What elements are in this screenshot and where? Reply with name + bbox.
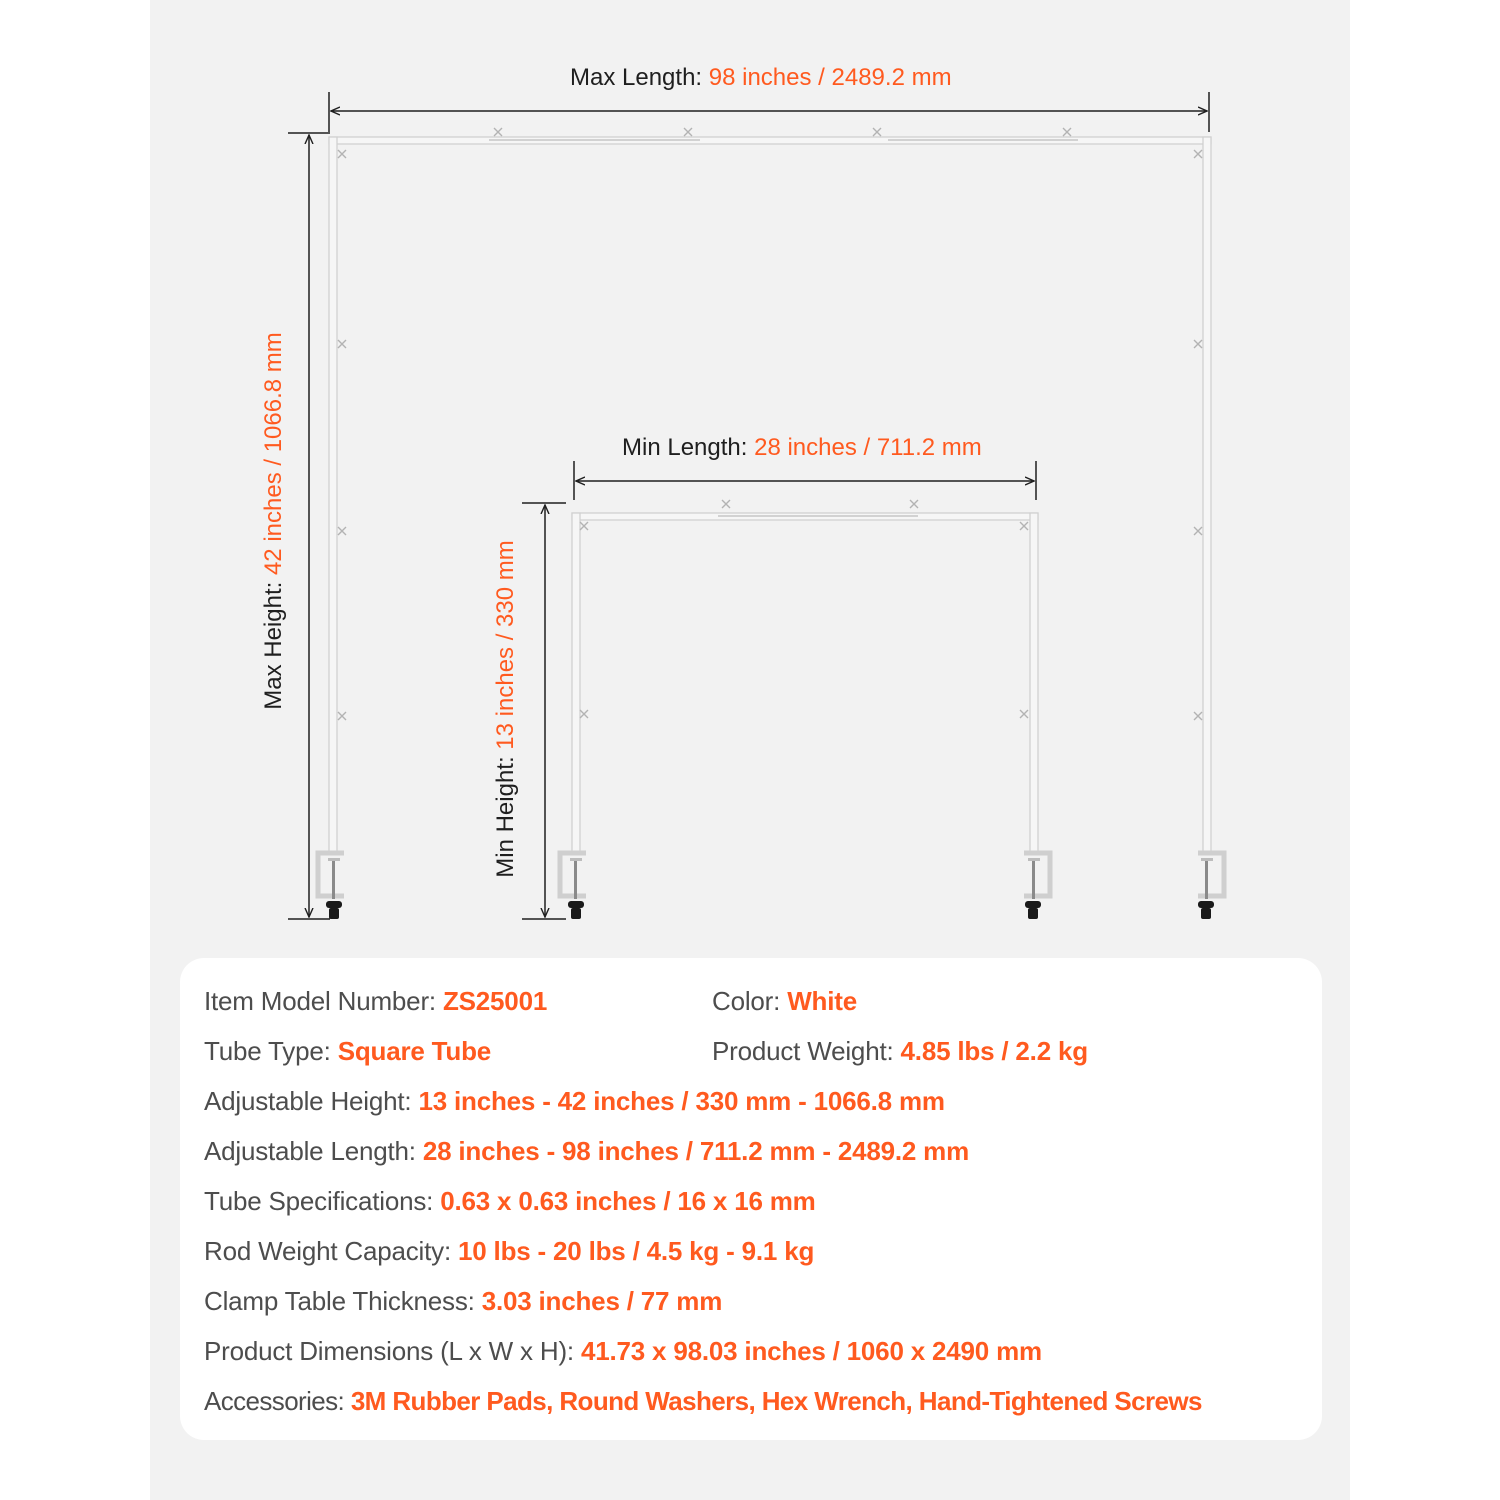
min-length-caption: Min Length: [622, 434, 748, 461]
spec-value: 0.63 x 0.63 inches / 16 x 16 mm [440, 1186, 816, 1216]
spec-value: 41.73 x 98.03 inches / 1060 x 2490 mm [580, 1336, 1042, 1366]
min-height-label [492, 540, 520, 878]
max-length-caption: Max Length: [570, 64, 703, 91]
spec-adjustable-height [204, 1086, 945, 1117]
max-height-dimension [288, 133, 330, 919]
clamp-left-small [560, 853, 586, 919]
spec-label: Accessories: [204, 1386, 345, 1416]
spec-value: 3M Rubber Pads, Round Washers, Hex Wrench, Hand-Tightened Screws [350, 1386, 1202, 1416]
hooks [338, 128, 1202, 720]
min-height-caption: Min Height: [492, 756, 519, 878]
spec-value: Square Tube [337, 1036, 492, 1066]
spec-label: Product Dimensions (L x W x H): [204, 1336, 574, 1366]
spec-label: Adjustable Length: [204, 1136, 416, 1166]
spec-rod-weight-capacity [204, 1236, 814, 1267]
spec-model-number [204, 986, 547, 1017]
clamp-right-small [1024, 853, 1050, 919]
spec-value: 3.03 inches / 77 mm [481, 1286, 723, 1316]
clamp-right-large [1198, 853, 1224, 919]
max-height-caption: Max Height: [260, 581, 287, 710]
large-frame [329, 137, 1211, 853]
max-length-label [570, 64, 952, 92]
spec-value: 28 inches - 98 inches / 711.2 mm - 2489.2 mm [422, 1136, 970, 1166]
max-length-value: 98 inches / 2489.2 mm [708, 64, 952, 91]
max-height-value: 42 inches / 1066.8 mm [260, 332, 287, 576]
max-height-label [260, 332, 288, 710]
spec-label: Item Model Number: [204, 986, 436, 1016]
spec-value: 13 inches - 42 inches / 330 mm - 1066.8 mm [418, 1086, 945, 1116]
spec-label: Rod Weight Capacity: [204, 1236, 451, 1266]
spec-product-weight [712, 1036, 1088, 1067]
spec-adjustable-length [204, 1136, 969, 1167]
spec-label: Tube Type: [204, 1036, 331, 1066]
spec-label: Clamp Table Thickness: [204, 1286, 475, 1316]
spec-tube-type [204, 1036, 491, 1067]
small-frame [572, 513, 1038, 853]
spec-label: Tube Specifications: [204, 1186, 434, 1216]
max-length-dimension [329, 92, 1209, 132]
spec-label: Color: [712, 986, 781, 1016]
spec-color [712, 986, 857, 1017]
spec-value: White [787, 986, 857, 1016]
spec-value: 10 lbs - 20 lbs / 4.5 kg - 9.1 kg [458, 1236, 815, 1266]
spec-product-dimensions [204, 1336, 1042, 1367]
spec-card [180, 958, 1322, 1440]
min-length-dimension [574, 461, 1036, 500]
spec-value: ZS25001 [442, 986, 548, 1016]
spec-label: Adjustable Height: [204, 1086, 412, 1116]
min-length-label [622, 434, 982, 462]
spec-tube-specifications [204, 1186, 816, 1217]
spec-accessories [204, 1386, 1202, 1417]
spec-label: Product Weight: [712, 1036, 894, 1066]
min-height-value: 13 inches / 330 mm [492, 540, 519, 750]
spec-clamp-table-thickness [204, 1286, 722, 1317]
spec-value: 4.85 lbs / 2.2 kg [900, 1036, 1088, 1066]
min-length-value: 28 inches / 711.2 mm [754, 434, 982, 461]
clamp-left-large [318, 853, 344, 919]
